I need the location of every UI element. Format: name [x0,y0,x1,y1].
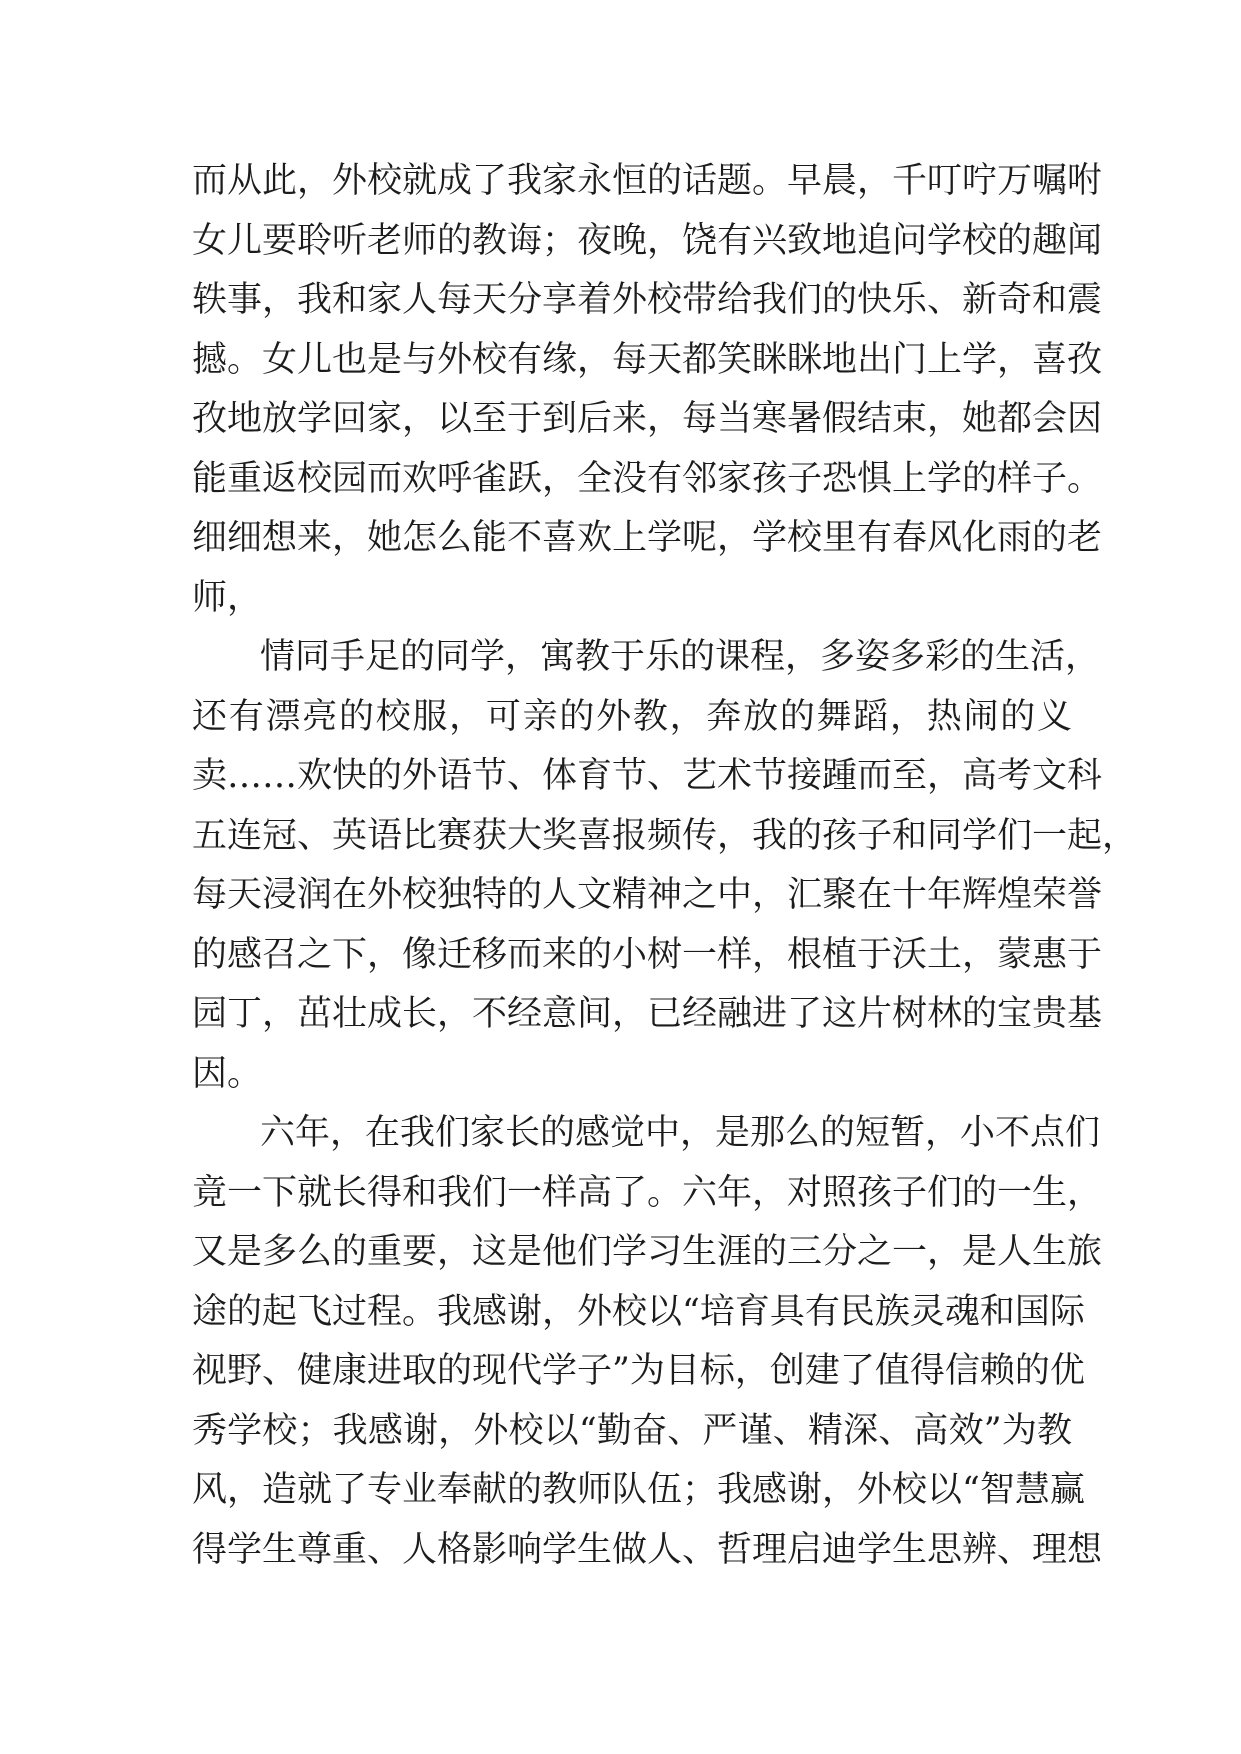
text-line: 女儿要聆听老师的教诲；夜晚，饶有兴致地追问学校的趣闻 [192,220,1103,261]
text-line: 能重返校园而欢呼雀跃，全没有邻家孩子恐惧上学的样子。 [192,458,1103,499]
text-line: 风，造就了专业奉献的教师队伍；我感谢，外校以“智慧赢 [192,1470,1085,1510]
text-line: 细细想来，她怎么能不喜欢上学呢，学校里有春风化雨的老 [192,518,1103,558]
body-text [192,152,1138,1580]
text-line: 竟一下就长得和我们一样高了。六年，对照孩子们的一生， [192,1172,1103,1213]
text-line: 因。 [192,1053,263,1094]
text-line: 轶事，我和家人每天分享着外校带给我们的快乐、新奇和震 [192,280,1103,320]
text-line: 情同手足的同学，寓教于乐的课程，多姿多彩的生活， [260,637,1101,677]
text-line: 的感召之下，像迁移而来的小树一样，根植于沃土，蒙惠于 [192,934,1103,975]
text-line: 视野、健康进取的现代学子”为目标，创建了值得信赖的优 [192,1351,1085,1391]
text-line: 还有漂亮的校服，可亲的外教，奔放的舞蹈，热闹的义 [192,696,1072,737]
text-line: 得学生尊重、人格影响学生做人、哲理启迪学生思辨、理想 [192,1529,1103,1570]
text-line: 园丁，茁壮成长，不经意间，已经融进了这片树林的宝贵基 [192,994,1103,1034]
text-line: 五连冠、英语比赛获大奖喜报频传，我的孩子和同学们一起， [192,815,1138,856]
text-line: 又是多么的重要，这是他们学习生涯的三分之一，是人生旅 [192,1232,1103,1272]
text-line: 孜地放学回家，以至于到后来，每当寒暑假结束，她都会因 [192,399,1103,439]
text-line: 途的起飞过程。我感谢，外校以“培育具有民族灵魂和国际 [192,1291,1085,1332]
text-line: 师， [192,577,263,618]
text-line: 六年，在我们家长的感觉中，是那么的短暂，小不点们 [260,1113,1101,1153]
text-line: 而从此，外校就成了我家永恒的话题。早晨，千叮咛万嘱咐 [192,161,1103,201]
text-line: 撼。女儿也是与外校有缘，每天都笑眯眯地出门上学，喜孜 [192,339,1103,380]
text-line: 每天浸润在外校独特的人文精神之中，汇聚在十年辉煌荣誉 [192,875,1103,915]
text-line: 秀学校；我感谢，外校以“勤奋、严谨、精深、高效”为教 [192,1410,1072,1451]
text-line: 卖……欢快的外语节、体育节、艺术节接踵而至，高考文科 [192,756,1103,796]
